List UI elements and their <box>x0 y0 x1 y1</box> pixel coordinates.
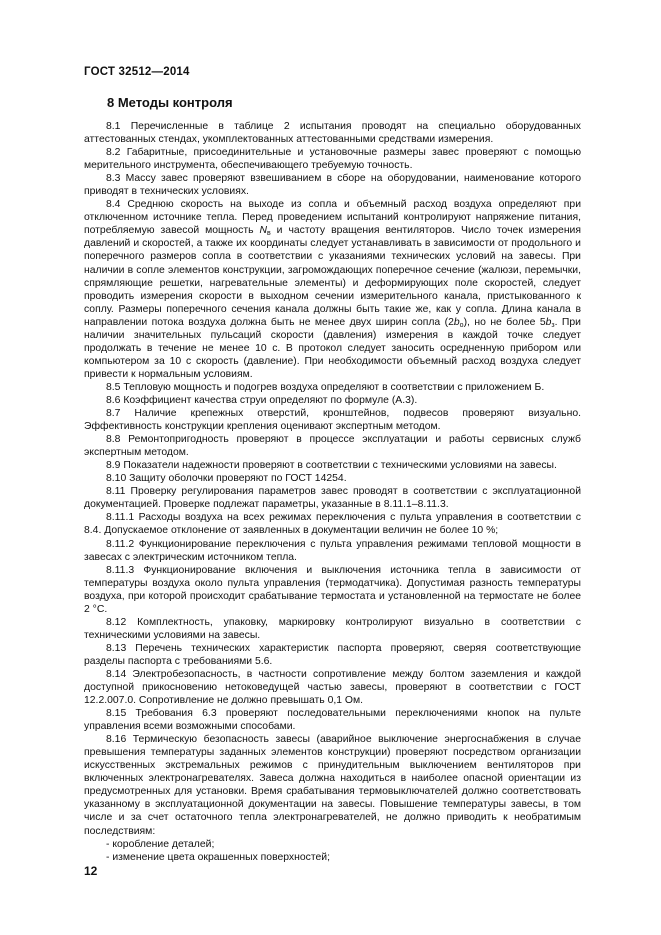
paragraph-8-11-3: 8.11.3 Функционирование включения и выключения источника тепла в зависимости от температуры воздуха около пульта управления (термодатчика). Допустимая разность температуры воздуха, при которой происходит срабатывание термостата и установленной на термостате не более 2 °С. <box>84 564 581 615</box>
paragraph-8-4-text-b: и частоту вращения вентиляторов. Число точек измерения давлений и скоростей, а также их координаты следует устанавливать в зависимости от продольного и поперечного размеров сопла в соответствии с указаниями технических условий на завесы. При наличии в сопле элементов конструкции, загромождающих поперечное сечение (жалюзи, перемычки, спрямляющие решетки, нагревательные элементы) и деформирующих поле скоростей, следует проводить измерения скорости в выходном сечении измерительного канала, пристыкованного к соплу. Размеры поперечного сечения канала должны быть такие же, как у сопла. Длина канала в направлении потока воздуха должна быть не менее двух ширин сопла (2 <box>84 225 581 328</box>
paragraph-8-14: 8.14 Электробезопасность, в частности сопротивление между болтом заземления и каждой доступной прикосновению нетоковедущей частью завесы, проверяют в соответствии с ГОСТ 12.2.007.0. Сопротивление не должно превышать 0,1 Ом. <box>84 668 581 707</box>
paragraph-8-4-text-d: . При наличии значительных пульсаций скорости (давления) измерения в каждой точке следует продолжать в течение не менее 10 с. В протокол следует заносить осредненную прибором или компьютером за 10 с скорость (давление). При необходимости объемный расход воздуха следует привести к нормальным условиям. <box>84 316 581 380</box>
symbol-n: N <box>259 225 267 237</box>
symbol-b3-subscript: з <box>551 321 555 329</box>
symbol-n-subscript: в <box>266 230 271 238</box>
page-number: 12 <box>84 864 98 878</box>
paragraph-8-11: 8.11 Проверку регулирования параметров завес проводят в соответствии с эксплуатационной документацией. Проверке подлежат параметры, указанные в 8.11.1–8.11.3. <box>84 486 581 511</box>
paragraph-8-2: 8.2 Габаритные, присоединительные и установочные размеры завес проверяют с помощью мерительного инструмента, обеспечивающего требуемую точность. <box>84 147 581 172</box>
list-item: - изменение цвета окрашенных поверхностей; <box>106 851 330 863</box>
paragraph-8-11-1: 8.11.1 Расходы воздуха на всех режимах переключения с пульта управления в соответствии с 8.4. Допускаемое отклонение от заявленных в документации величин не более 10 %; <box>84 512 581 537</box>
document-header: ГОСТ 32512—2014 <box>84 66 190 78</box>
document-body <box>84 120 581 864</box>
paragraph-8-7: 8.7 Наличие крепежных отверстий, кронштейнов, подвесов проверяют визуально. Эффективность конструкции крепления оценивают экспертным методом. <box>84 408 581 433</box>
symbol-b0-subscript: о <box>459 321 464 329</box>
paragraph-8-10: 8.10 Защиту оболочки проверяют по ГОСТ 14254. <box>106 473 347 485</box>
paragraph-8-16: 8.16 Термическую безопасность завесы (аварийное выключение энергоснабжения в случае превышения температуры заданных элементов конструкции) проверяют посредством организации искусственных экстремальных режимов с принудительным выключением вентиляторов при включенных электронагревателях. Завеса должна находиться в наиболее опасной ориентации из предусмотренных для установки. Время срабатывания термовыключателей должно соответствовать указанному в эксплуатационной документации на завесы. Повышение температуры завесы, в том числе и за счет остаточного тепла электронагревателей, не должно приводить к необратимым последствиям: <box>84 734 581 837</box>
paragraph-8-6: 8.6 Коэффициент качества струи определяют по формуле (А.3). <box>106 394 418 406</box>
symbol-b0: b <box>453 316 460 328</box>
paragraph-8-4 <box>84 198 581 381</box>
paragraph-8-4-text-c: ), но не более 5 <box>463 316 546 328</box>
paragraph-8-11-2: 8.11.2 Функционирование переключения с пульта управления режимами тепловой мощности в завесах с электрическим источником тепла. <box>84 538 581 563</box>
paragraph-8-15: 8.15 Требования 6.3 проверяют последовательными переключениями кнопок на пульте управления всеми возможными способами. <box>84 708 581 733</box>
paragraph-8-13: 8.13 Перечень технических характеристик паспорта проверяют, сверяя соответствующие разделы паспорта с требованиями 5.6. <box>84 642 581 667</box>
section-title: 8 Методы контроля <box>107 95 233 110</box>
list-item: - коробление деталей; <box>106 838 215 850</box>
paragraph-8-1: 8.1 Перечисленные в таблице 2 испытания проводят на специально оборудованных аттестованных стендах, укомплектованных аттестованными средствами измерения. <box>84 121 581 146</box>
paragraph-8-4-text-a: 8.4 Среднюю скорость на выходе из сопла и объемный расход воздуха определяют при отключенном источнике тепла. Перед проведением испытаний контролируют напряжение питания, потребляемую завесой мощность <box>84 199 581 237</box>
paragraph-8-8: 8.8 Ремонтопригодность проверяют в процессе эксплуатации и работы сервисных служб экспертным методом. <box>84 434 581 459</box>
paragraph-8-5: 8.5 Тепловую мощность и подогрев воздуха определяют в соответствии с приложением Б. <box>106 381 545 393</box>
paragraph-8-3: 8.3 Массу завес проверяют взвешиванием в сборе на оборудовании, наименование которого приводят в технических условиях. <box>84 173 581 198</box>
paragraph-8-12: 8.12 Комплектность, упаковку, маркировку контролируют визуально в соответствии с техническими условиями на завесы. <box>84 616 581 641</box>
symbol-b3: b <box>545 316 552 328</box>
paragraph-8-9: 8.9 Показатели надежности проверяют в соответствии с техническими условиями на завесы. <box>106 460 557 472</box>
